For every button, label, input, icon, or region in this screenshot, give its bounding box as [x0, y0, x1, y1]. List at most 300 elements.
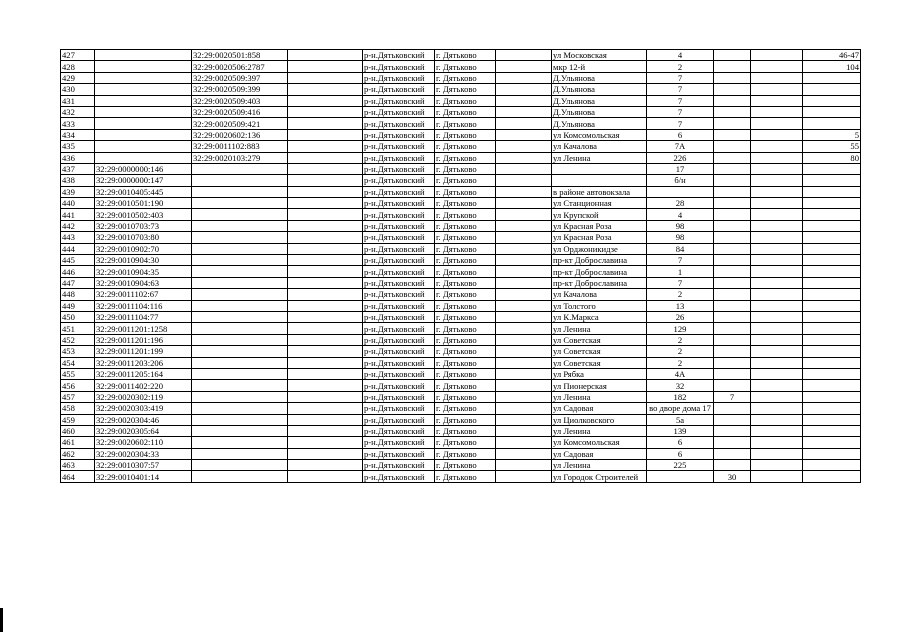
- cell-empty: [496, 311, 552, 322]
- cell-building: [714, 323, 751, 334]
- cell-city: г. Дятьково: [435, 186, 496, 197]
- cell-cadastral-number: [95, 129, 192, 140]
- cell-district: р-н.Дятьковский: [363, 50, 435, 61]
- cell-house: 17: [647, 163, 714, 174]
- cell-cadastral-number-alt: [192, 163, 288, 174]
- cell-city: г. Дятьково: [435, 163, 496, 174]
- cell-street: Д.Ульянова: [552, 72, 647, 83]
- cell-district: р-н.Дятьковский: [363, 471, 435, 482]
- cell-district: р-н.Дятьковский: [363, 198, 435, 209]
- cell-city: г. Дятьково: [435, 106, 496, 117]
- cell-district: р-н.Дятьковский: [363, 209, 435, 220]
- cell-empty: [751, 471, 803, 482]
- cell-empty: [496, 84, 552, 95]
- cell-row-number: 440: [61, 198, 95, 209]
- cell-house: 32: [647, 380, 714, 391]
- cell-building: [714, 334, 751, 345]
- cell-apartment: [803, 277, 861, 288]
- cell-empty: [496, 129, 552, 140]
- cell-city: г. Дятьково: [435, 95, 496, 106]
- cell-building: [714, 266, 751, 277]
- cell-empty: [751, 232, 803, 243]
- cell-empty: [288, 277, 363, 288]
- cell-apartment: [803, 95, 861, 106]
- cell-empty: [288, 471, 363, 482]
- cell-street: ул Качалова: [552, 289, 647, 300]
- cell-empty: [496, 391, 552, 402]
- cell-row-number: 437: [61, 163, 95, 174]
- cell-cadastral-number: 32:29:0020602:110: [95, 437, 192, 448]
- cell-city: г. Дятьково: [435, 460, 496, 471]
- cell-row-number: 460: [61, 425, 95, 436]
- cell-building: [714, 300, 751, 311]
- cell-house: 2: [647, 334, 714, 345]
- cell-cadastral-number: 32:29:0011104:77: [95, 311, 192, 322]
- cell-empty: [751, 84, 803, 95]
- cell-empty: [751, 72, 803, 83]
- cell-cadastral-number-alt: [192, 448, 288, 459]
- cell-empty: [496, 72, 552, 83]
- cell-house: 7: [647, 106, 714, 117]
- table-row: [61, 368, 861, 379]
- cell-row-number: 446: [61, 266, 95, 277]
- cell-cadastral-number: 32:29:0020303:419: [95, 403, 192, 414]
- cell-apartment: [803, 186, 861, 197]
- cell-empty: [751, 61, 803, 72]
- cell-cadastral-number: 32:29:0010405:445: [95, 186, 192, 197]
- cell-street: пр-кт Доброславина: [552, 277, 647, 288]
- cell-empty: [288, 300, 363, 311]
- table-row: [61, 460, 861, 471]
- cell-apartment: [803, 323, 861, 334]
- cell-house: б/н: [647, 175, 714, 186]
- cell-building: [714, 106, 751, 117]
- cell-cadastral-number: 32:29:0011104:116: [95, 300, 192, 311]
- cell-building: [714, 72, 751, 83]
- cell-apartment: [803, 471, 861, 482]
- cell-row-number: 454: [61, 357, 95, 368]
- cell-district: р-н.Дятьковский: [363, 391, 435, 402]
- cell-building: [714, 425, 751, 436]
- cell-empty: [751, 346, 803, 357]
- cell-building: [714, 186, 751, 197]
- cell-city: г. Дятьково: [435, 334, 496, 345]
- cell-building: [714, 141, 751, 152]
- cell-row-number: 436: [61, 152, 95, 163]
- cell-city: г. Дятьково: [435, 175, 496, 186]
- cell-apartment: [803, 311, 861, 322]
- cell-house: 28: [647, 198, 714, 209]
- property-table: [60, 49, 861, 483]
- cell-empty: [751, 209, 803, 220]
- cell-cadastral-number-alt: [192, 357, 288, 368]
- cell-district: р-н.Дятьковский: [363, 232, 435, 243]
- cell-city: г. Дятьково: [435, 266, 496, 277]
- cell-city: г. Дятьково: [435, 72, 496, 83]
- cell-empty: [288, 311, 363, 322]
- table-row: [61, 186, 861, 197]
- cell-empty: [751, 277, 803, 288]
- cell-empty: [496, 266, 552, 277]
- table-row: [61, 425, 861, 436]
- cell-empty: [288, 437, 363, 448]
- cell-building: [714, 50, 751, 61]
- cell-empty: [751, 391, 803, 402]
- cell-row-number: 459: [61, 414, 95, 425]
- cell-row-number: 445: [61, 255, 95, 266]
- cell-building: [714, 255, 751, 266]
- cell-empty: [496, 346, 552, 357]
- cell-district: р-н.Дятьковский: [363, 163, 435, 174]
- cell-empty: [751, 357, 803, 368]
- cell-row-number: 444: [61, 243, 95, 254]
- cell-row-number: 433: [61, 118, 95, 129]
- cell-empty: [496, 300, 552, 311]
- cell-house: 139: [647, 425, 714, 436]
- cell-empty: [751, 186, 803, 197]
- cell-apartment: [803, 289, 861, 300]
- cell-empty: [496, 141, 552, 152]
- cell-empty: [288, 209, 363, 220]
- cell-empty: [288, 414, 363, 425]
- table-row: [61, 448, 861, 459]
- cell-cadastral-number: [95, 106, 192, 117]
- cell-empty: [288, 220, 363, 231]
- cell-house: 2: [647, 357, 714, 368]
- cell-row-number: 448: [61, 289, 95, 300]
- cell-building: [714, 129, 751, 140]
- cell-district: р-н.Дятьковский: [363, 255, 435, 266]
- cell-apartment: [803, 357, 861, 368]
- cell-cadastral-number: 32:29:0010902:70: [95, 243, 192, 254]
- cell-city: г. Дятьково: [435, 471, 496, 482]
- cell-cadastral-number: [95, 118, 192, 129]
- cell-apartment: [803, 368, 861, 379]
- cell-street: ул Ленина: [552, 460, 647, 471]
- cell-street: ул Советская: [552, 334, 647, 345]
- cell-apartment: [803, 380, 861, 391]
- cell-empty: [496, 186, 552, 197]
- cell-street: ул Красная Роза: [552, 232, 647, 243]
- cell-house: 2: [647, 346, 714, 357]
- cell-empty: [751, 323, 803, 334]
- cell-street: в районе автовокзала: [552, 186, 647, 197]
- cell-house: 7: [647, 118, 714, 129]
- cell-house: 182: [647, 391, 714, 402]
- cell-cadastral-number: 32:29:0010307:57: [95, 460, 192, 471]
- cell-cadastral-number: 32:29:0011201:1258: [95, 323, 192, 334]
- cell-house: 2: [647, 289, 714, 300]
- cell-district: р-н.Дятьковский: [363, 277, 435, 288]
- cell-row-number: 464: [61, 471, 95, 482]
- cell-city: г. Дятьково: [435, 141, 496, 152]
- cell-cadastral-number-alt: [192, 334, 288, 345]
- cell-empty: [751, 163, 803, 174]
- cell-district: р-н.Дятьковский: [363, 72, 435, 83]
- cell-empty: [496, 460, 552, 471]
- cell-city: г. Дятьково: [435, 232, 496, 243]
- cell-district: р-н.Дятьковский: [363, 95, 435, 106]
- table-row: [61, 357, 861, 368]
- cell-cadastral-number-alt: [192, 391, 288, 402]
- cell-street: ул Ленина: [552, 425, 647, 436]
- table-row: [61, 471, 861, 482]
- cell-street: ул Комсомольская: [552, 129, 647, 140]
- cell-apartment: [803, 391, 861, 402]
- cell-cadastral-number-alt: [192, 368, 288, 379]
- cell-empty: [751, 380, 803, 391]
- table-row: [61, 437, 861, 448]
- cell-building: [714, 198, 751, 209]
- cell-apartment: [803, 163, 861, 174]
- table-row: [61, 414, 861, 425]
- cell-empty: [751, 414, 803, 425]
- cell-city: г. Дятьково: [435, 129, 496, 140]
- cell-empty: [288, 186, 363, 197]
- cell-city: г. Дятьково: [435, 255, 496, 266]
- cell-building: [714, 232, 751, 243]
- cell-cadastral-number: 32:29:0000000:146: [95, 163, 192, 174]
- cell-district: р-н.Дятьковский: [363, 403, 435, 414]
- cell-cadastral-number: 32:29:0010502:403: [95, 209, 192, 220]
- cell-district: р-н.Дятьковский: [363, 118, 435, 129]
- cell-city: г. Дятьково: [435, 346, 496, 357]
- cell-house: 7А: [647, 141, 714, 152]
- cell-empty: [288, 403, 363, 414]
- cell-empty: [496, 255, 552, 266]
- table-row: [61, 220, 861, 231]
- cell-city: г. Дятьково: [435, 323, 496, 334]
- table-row: [61, 118, 861, 129]
- cell-row-number: 431: [61, 95, 95, 106]
- cell-building: 7: [714, 391, 751, 402]
- cell-city: г. Дятьково: [435, 152, 496, 163]
- cell-cadastral-number: [95, 141, 192, 152]
- cell-city: г. Дятьково: [435, 425, 496, 436]
- cell-district: р-н.Дятьковский: [363, 368, 435, 379]
- table-row: [61, 391, 861, 402]
- cell-street: пр-кт Доброславина: [552, 255, 647, 266]
- cell-street: Д.Ульянова: [552, 106, 647, 117]
- cell-empty: [751, 243, 803, 254]
- cell-district: р-н.Дятьковский: [363, 437, 435, 448]
- cell-district: р-н.Дятьковский: [363, 357, 435, 368]
- cell-empty: [288, 141, 363, 152]
- cell-empty: [496, 61, 552, 72]
- cell-cadastral-number: 32:29:0010501:190: [95, 198, 192, 209]
- table-row: [61, 334, 861, 345]
- cell-apartment: 46-47: [803, 50, 861, 61]
- cell-empty: [288, 266, 363, 277]
- cell-building: [714, 368, 751, 379]
- table-row: [61, 300, 861, 311]
- cell-apartment: [803, 403, 861, 414]
- cell-empty: [496, 357, 552, 368]
- cell-cadastral-number-alt: [192, 220, 288, 231]
- cell-apartment: [803, 209, 861, 220]
- table-row: [61, 243, 861, 254]
- cell-cadastral-number: 32:29:0011402:220: [95, 380, 192, 391]
- cell-building: [714, 243, 751, 254]
- cell-district: р-н.Дятьковский: [363, 175, 435, 186]
- cell-house: 1: [647, 266, 714, 277]
- cell-empty: [751, 425, 803, 436]
- cell-cadastral-number-alt: [192, 311, 288, 322]
- margin-mark: [0, 608, 3, 632]
- cell-cadastral-number-alt: [192, 232, 288, 243]
- cell-cadastral-number-alt: [192, 277, 288, 288]
- table-row: [61, 198, 861, 209]
- cell-cadastral-number-alt: [192, 289, 288, 300]
- cell-house: 225: [647, 460, 714, 471]
- cell-house: 6: [647, 448, 714, 459]
- cell-building: [714, 175, 751, 186]
- cell-cadastral-number-alt: [192, 266, 288, 277]
- cell-empty: [496, 118, 552, 129]
- cell-house: 84: [647, 243, 714, 254]
- cell-apartment: [803, 460, 861, 471]
- cell-empty: [496, 289, 552, 300]
- cell-district: р-н.Дятьковский: [363, 141, 435, 152]
- cell-empty: [751, 311, 803, 322]
- table-row: [61, 95, 861, 106]
- cell-house: 4А: [647, 368, 714, 379]
- cell-street: Д.Ульянова: [552, 95, 647, 106]
- cell-street: ул Крупской: [552, 209, 647, 220]
- table-row: [61, 141, 861, 152]
- cell-row-number: 450: [61, 311, 95, 322]
- table-row: [61, 72, 861, 83]
- cell-building: [714, 346, 751, 357]
- cell-empty: [288, 163, 363, 174]
- cell-row-number: 439: [61, 186, 95, 197]
- cell-district: р-н.Дятьковский: [363, 460, 435, 471]
- cell-cadastral-number-alt: [192, 300, 288, 311]
- cell-empty: [496, 163, 552, 174]
- cell-empty: [288, 334, 363, 345]
- cell-house: 4: [647, 50, 714, 61]
- cell-city: г. Дятьково: [435, 437, 496, 448]
- cell-apartment: [803, 346, 861, 357]
- cell-cadastral-number: 32:29:0010703:80: [95, 232, 192, 243]
- cell-cadastral-number: [95, 61, 192, 72]
- cell-street: [552, 163, 647, 174]
- cell-empty: [751, 129, 803, 140]
- cell-building: [714, 152, 751, 163]
- cell-building: [714, 220, 751, 231]
- cell-apartment: [803, 334, 861, 345]
- table-row: [61, 277, 861, 288]
- cell-cadastral-number-alt: [192, 209, 288, 220]
- cell-building: [714, 448, 751, 459]
- cell-street: ул Ленина: [552, 323, 647, 334]
- cell-building: [714, 403, 751, 414]
- cell-empty: [751, 106, 803, 117]
- cell-district: р-н.Дятьковский: [363, 152, 435, 163]
- cell-row-number: 457: [61, 391, 95, 402]
- cell-city: г. Дятьково: [435, 243, 496, 254]
- cell-cadastral-number-alt: [192, 460, 288, 471]
- cell-cadastral-number-alt: 32:29:0020509:403: [192, 95, 288, 106]
- cell-street: ул Орджоникидзе: [552, 243, 647, 254]
- cell-apartment: 80: [803, 152, 861, 163]
- cell-empty: [288, 95, 363, 106]
- cell-empty: [496, 50, 552, 61]
- cell-apartment: [803, 414, 861, 425]
- cell-row-number: 435: [61, 141, 95, 152]
- cell-empty: [496, 95, 552, 106]
- cell-apartment: [803, 300, 861, 311]
- cell-empty: [751, 368, 803, 379]
- cell-district: р-н.Дятьковский: [363, 61, 435, 72]
- cell-district: р-н.Дятьковский: [363, 266, 435, 277]
- cell-building: [714, 437, 751, 448]
- cell-cadastral-number-alt: [192, 425, 288, 436]
- cell-cadastral-number: 32:29:0020305:64: [95, 425, 192, 436]
- cell-house: [647, 186, 714, 197]
- cell-district: р-н.Дятьковский: [363, 106, 435, 117]
- cell-cadastral-number-alt: 32:29:0020509:397: [192, 72, 288, 83]
- cell-cadastral-number-alt: [192, 380, 288, 391]
- table-row: [61, 50, 861, 61]
- cell-house: 26: [647, 311, 714, 322]
- cell-cadastral-number-alt: 32:29:0020103:279: [192, 152, 288, 163]
- cell-street: Д.Ульянова: [552, 118, 647, 129]
- cell-empty: [496, 152, 552, 163]
- cell-empty: [496, 334, 552, 345]
- table-row: [61, 129, 861, 140]
- cell-cadastral-number-alt: [192, 346, 288, 357]
- cell-empty: [288, 232, 363, 243]
- cell-cadastral-number: [95, 72, 192, 83]
- cell-city: г. Дятьково: [435, 84, 496, 95]
- cell-city: г. Дятьково: [435, 277, 496, 288]
- cell-empty: [288, 50, 363, 61]
- cell-house: 7: [647, 84, 714, 95]
- cell-row-number: 432: [61, 106, 95, 117]
- cell-apartment: 55: [803, 141, 861, 152]
- cell-row-number: 443: [61, 232, 95, 243]
- cell-district: р-н.Дятьковский: [363, 289, 435, 300]
- cell-district: р-н.Дятьковский: [363, 186, 435, 197]
- cell-empty: [288, 61, 363, 72]
- cell-apartment: [803, 243, 861, 254]
- cell-cadastral-number: 32:29:0011203:206: [95, 357, 192, 368]
- cell-cadastral-number: 32:29:0020302:119: [95, 391, 192, 402]
- cell-cadastral-number-alt: 32:29:0020509:416: [192, 106, 288, 117]
- cell-street: ул Циолковского: [552, 414, 647, 425]
- cell-empty: [496, 198, 552, 209]
- cell-building: [714, 163, 751, 174]
- cell-row-number: 463: [61, 460, 95, 471]
- cell-empty: [496, 277, 552, 288]
- cell-empty: [288, 460, 363, 471]
- cell-apartment: [803, 448, 861, 459]
- cell-cadastral-number: 32:29:0011201:199: [95, 346, 192, 357]
- cell-cadastral-number: 32:29:0010904:63: [95, 277, 192, 288]
- cell-empty: [288, 289, 363, 300]
- cell-house: 7: [647, 277, 714, 288]
- cell-house: 7: [647, 95, 714, 106]
- cell-house: 13: [647, 300, 714, 311]
- cell-empty: [751, 198, 803, 209]
- cell-cadastral-number-alt: [192, 471, 288, 482]
- cell-cadastral-number: 32:29:0020304:46: [95, 414, 192, 425]
- cell-row-number: 427: [61, 50, 95, 61]
- cell-empty: [751, 95, 803, 106]
- cell-empty: [288, 72, 363, 83]
- cell-cadastral-number-alt: 32:29:0020509:399: [192, 84, 288, 95]
